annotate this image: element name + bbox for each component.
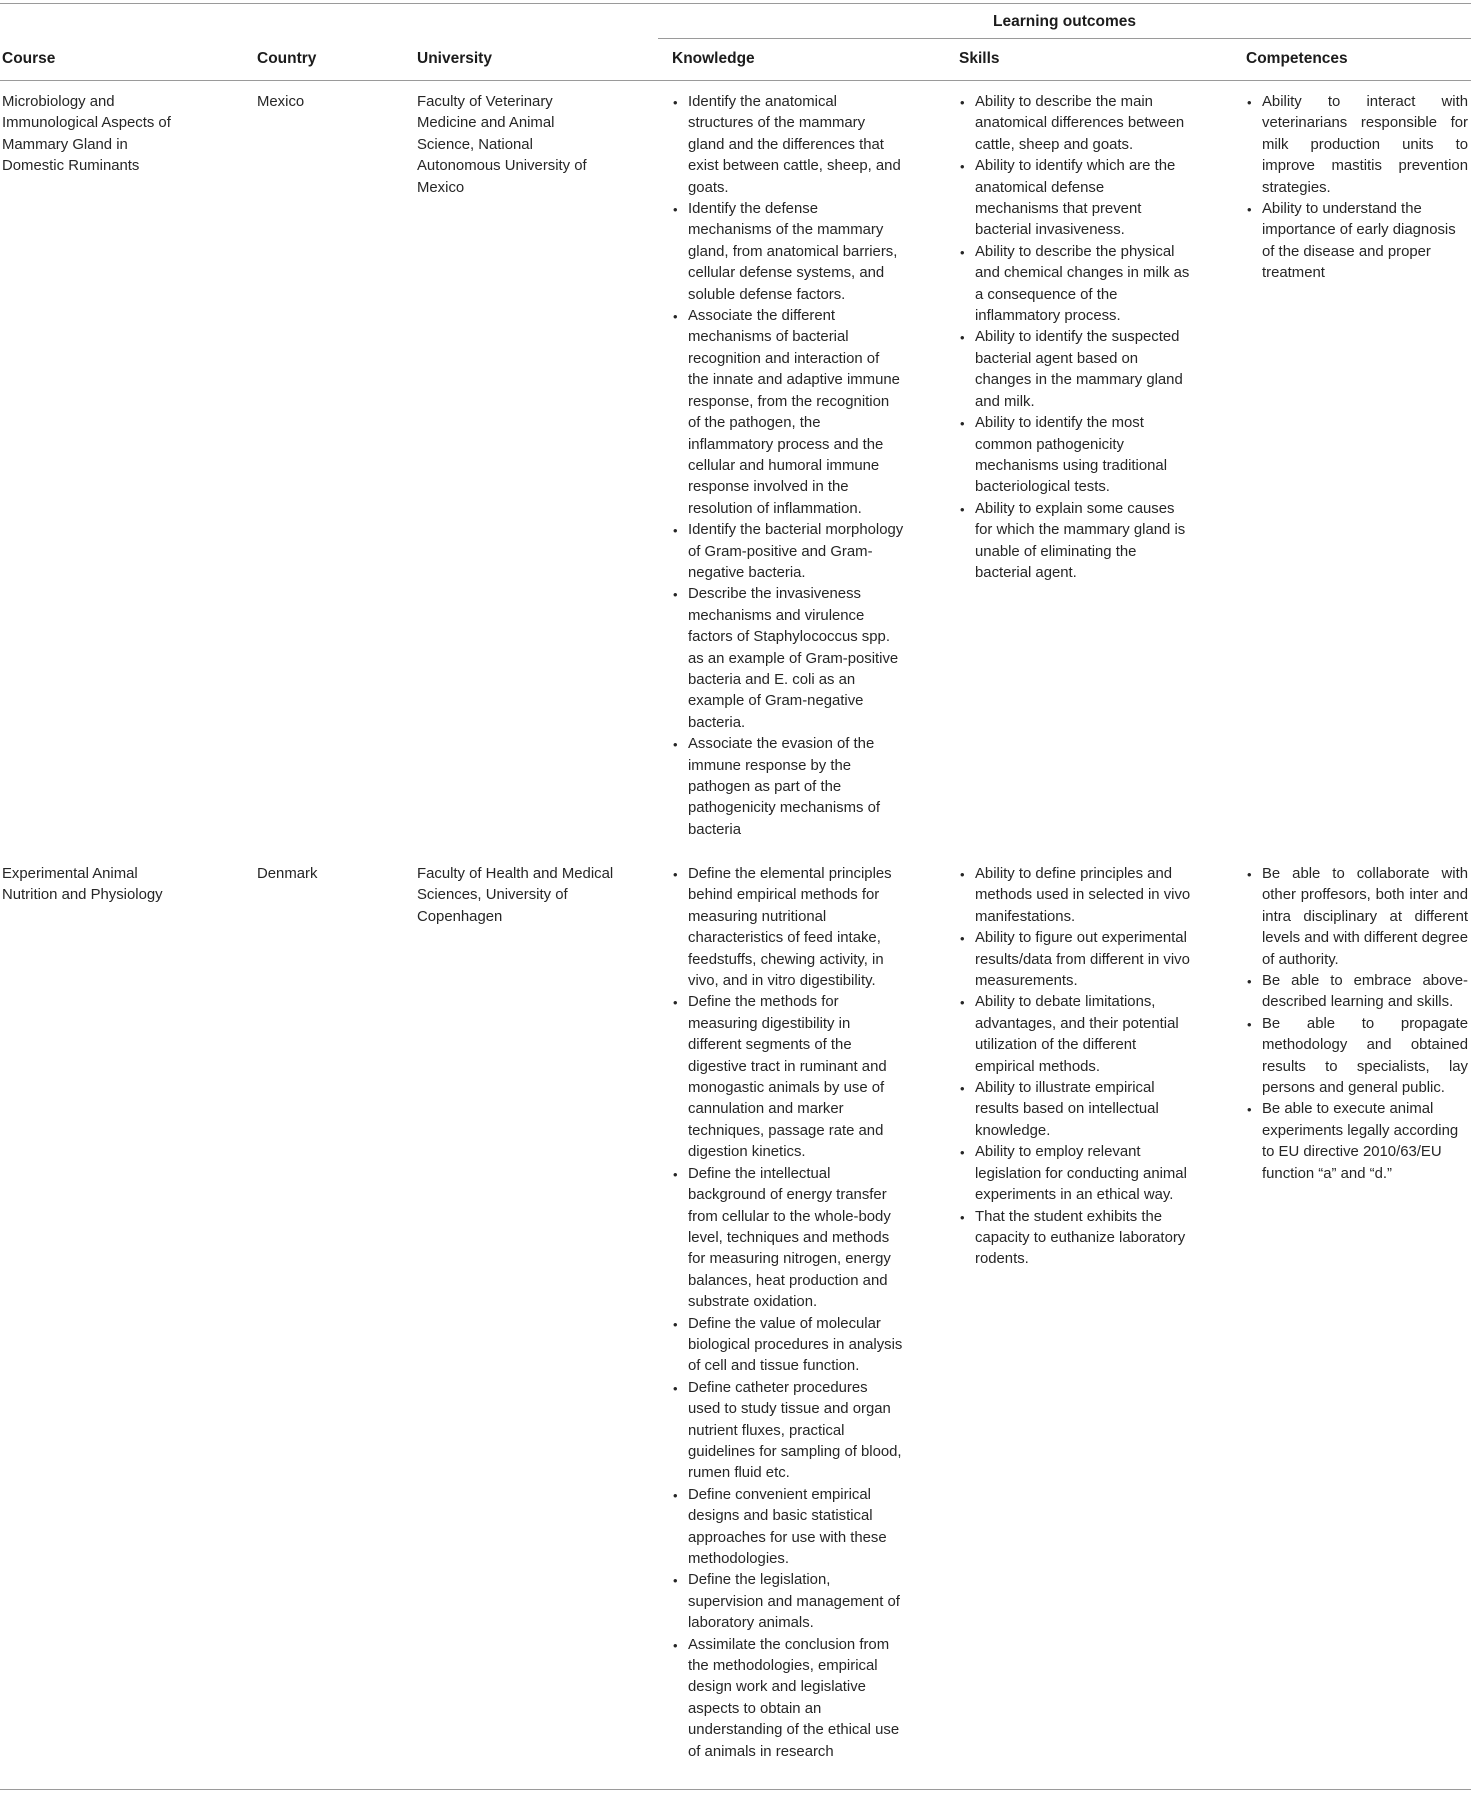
column-header-competences: Competences: [1246, 50, 1348, 67]
list-item: • Define convenient empirical designs and basic statistical approaches for use with these methodologies.: [672, 1485, 904, 1571]
table-row-2-competences-list: [1246, 864, 1468, 1185]
list-item: • Ability to identify the most common pathogenicity mechanisms using traditional bacteriological tests.: [959, 413, 1191, 499]
top-rule: [0, 3, 1471, 4]
list-item: • Be able to embrace above-described learning and skills.: [1246, 971, 1468, 1014]
list-item: • Ability to understand the importance of early diagnosis of the disease and proper treatment: [1246, 199, 1468, 285]
table-row-2-university: Faculty of Health and Medical Sciences, University of Copenhagen: [417, 866, 614, 925]
list-item: • Associate the different mechanisms of bacterial recognition and interaction of the innate and adaptive immune response, from the recognition of the pathogen, the inflammatory process and the cellular and humoral immune response involved in the resolution of inflammation.: [672, 306, 904, 520]
table-row-2-country: Denmark: [257, 866, 318, 882]
list-item: • Define the elemental principles behind empirical methods for measuring nutritional characteristics of feed intake, feedstuffs, chewing activity, in vivo, and in vitro digestibility.: [672, 864, 904, 992]
list-item: • Define the legislation, supervision and management of laboratory animals.: [672, 1570, 904, 1634]
learning-outcomes-rule: [658, 38, 1471, 39]
column-header-course: Course: [2, 50, 56, 67]
table-row-2-knowledge-list: [672, 864, 904, 1763]
column-header-knowledge: Knowledge: [672, 50, 755, 67]
column-header-country: Country: [257, 50, 317, 67]
list-item: • Define the methods for measuring digestibility in different segments of the digestive tract in ruminant and monogastic animals by use of cannulation and marker techniques, passage rate and digestion kinetics.: [672, 992, 904, 1163]
list-item: • Ability to define principles and methods used in selected in vivo manifestations.: [959, 864, 1191, 928]
list-item: • Identify the defense mechanisms of the mammary gland, from anatomical barriers, cellular defense systems, and soluble defense factors.: [672, 199, 904, 306]
table-row-1-competences-list: [1246, 92, 1468, 285]
list-item: • Ability to identify which are the anatomical defense mechanisms that prevent bacterial invasiveness.: [959, 156, 1191, 242]
column-header-university: University: [417, 50, 492, 67]
list-item: • Define the intellectual background of energy transfer from cellular to the whole-body level, techniques and methods for measuring nitrogen, energy balances, heat production and substrate oxidation.: [672, 1164, 904, 1314]
bottom-rule: [0, 1789, 1471, 1790]
list-item: • That the student exhibits the capacity to euthanize laboratory rodents.: [959, 1207, 1191, 1271]
list-item: • Ability to describe the physical and chemical changes in milk as a consequence of the inflammatory process.: [959, 242, 1191, 328]
table-row-1-university: Faculty of Veterinary Medicine and Animal Science, National Autonomous University of Mexico: [417, 94, 587, 196]
list-item: • Ability to identify the suspected bacterial agent based on changes in the mammary gland and milk.: [959, 327, 1191, 413]
list-item: • Identify the bacterial morphology of Gram-positive and Gram-negative bacteria.: [672, 520, 904, 584]
header-bottom-rule: [0, 80, 1471, 81]
list-item: • Define catheter procedures used to study tissue and organ nutrient fluxes, practical guidelines for sampling of blood, rumen fluid etc.: [672, 1378, 904, 1485]
table-row-1-country: Mexico: [257, 94, 305, 110]
list-item: • Assimilate the conclusion from the methodologies, empirical design work and legislative aspects to obtain an understanding of the ethical use of animals in research: [672, 1635, 904, 1763]
list-item: • Ability to interact with veterinarians responsible for milk production units to improve mastitis prevention strategies.: [1246, 92, 1468, 199]
table-row-1-knowledge-list: [672, 92, 904, 841]
list-item: • Identify the anatomical structures of the mammary gland and the differences that exist between cattle, sheep, and goats.: [672, 92, 904, 199]
list-item: • Ability to employ relevant legislation for conducting animal experiments in an ethical way.: [959, 1142, 1191, 1206]
table-row-2-skills-list: [959, 864, 1191, 1271]
list-item: • Ability to illustrate empirical results based on intellectual knowledge.: [959, 1078, 1191, 1142]
list-item: • Define the value of molecular biological procedures in analysis of cell and tissue function.: [672, 1314, 904, 1378]
column-header-skills: Skills: [959, 50, 1000, 67]
table-row-2-course: Experimental Animal Nutrition and Physiology: [2, 866, 163, 904]
list-item: • Describe the invasiveness mechanisms and virulence factors of Staphylococcus spp. as an example of Gram-positive bacteria and E. coli as an example of Gram-negative bacteria.: [672, 584, 904, 734]
list-item: • Associate the evasion of the immune response by the pathogen as part of the pathogenicity mechanisms of bacteria: [672, 734, 904, 841]
learning-outcomes-header: Learning outcomes: [993, 13, 1136, 30]
list-item: • Be able to propagate methodology and obtained results to specialists, lay persons and general public.: [1246, 1014, 1468, 1100]
list-item: • Be able to collaborate with other proffesors, both inter and intra disciplinary at different levels and with different degree of authority.: [1246, 864, 1468, 971]
list-item: • Ability to describe the main anatomical differences between cattle, sheep and goats.: [959, 92, 1191, 156]
table-row-1-skills-list: [959, 92, 1191, 584]
table-row-1-course: Microbiology and Immunological Aspects of Mammary Gland in Domestic Ruminants: [2, 94, 171, 175]
list-item: • Ability to explain some causes for which the mammary gland is unable of eliminating the bacterial agent.: [959, 499, 1191, 585]
list-item: • Be able to execute animal experiments legally according to EU directive 2010/63/EU function “a” and “d.”: [1246, 1099, 1468, 1185]
list-item: • Ability to debate limitations, advantages, and their potential utilization of the different empirical methods.: [959, 992, 1191, 1078]
list-item: • Ability to figure out experimental results/data from different in vivo measurements.: [959, 928, 1191, 992]
